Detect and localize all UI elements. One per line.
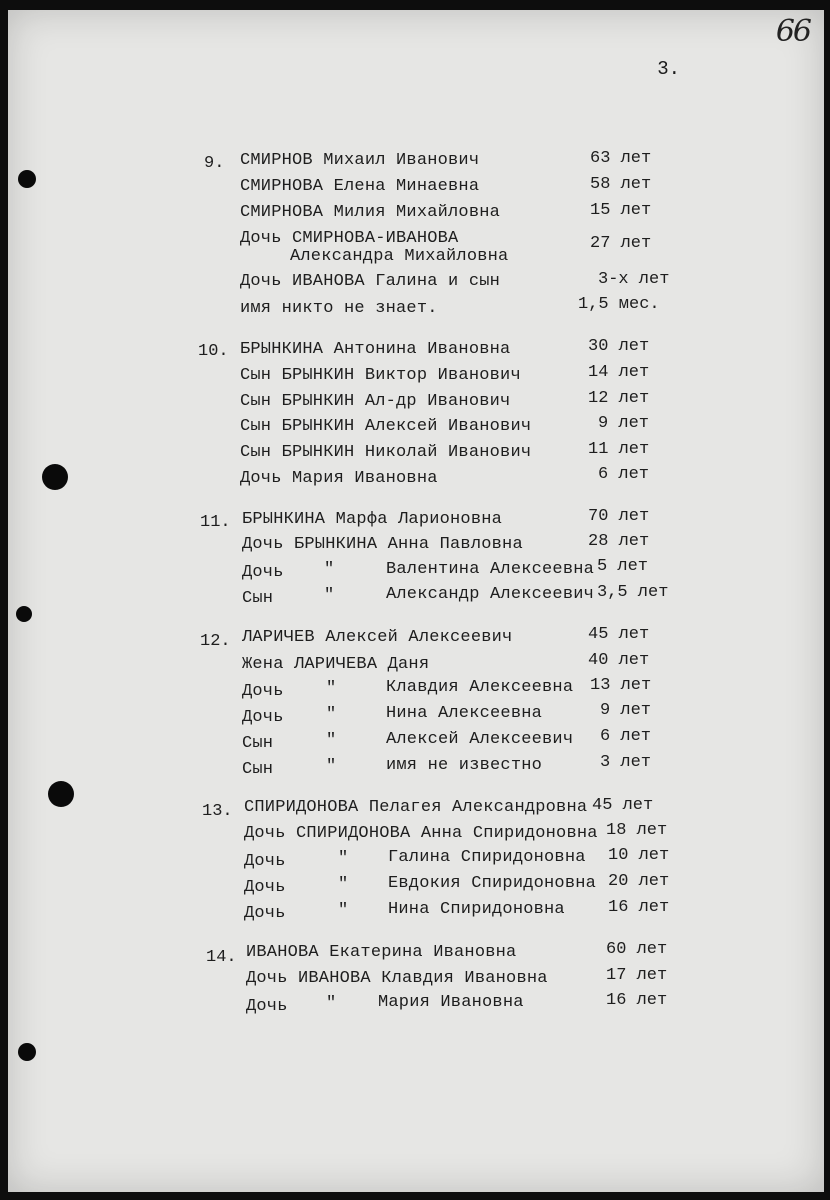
age-value: 70 лет <box>588 507 650 526</box>
list-item: Мария Ивановна <box>378 993 524 1012</box>
group-number: 12. <box>200 632 231 651</box>
age-value: 5 лет <box>597 557 649 576</box>
age-value: 13 лет <box>590 676 652 695</box>
list-item: имя не известно <box>386 756 543 775</box>
punch-hole <box>16 606 32 622</box>
ditto-mark: " <box>338 901 349 920</box>
age-value: 63 лет <box>590 149 652 168</box>
list-item: Дочь ИВАНОВА Клавдия Ивановна <box>246 969 548 988</box>
punch-hole <box>18 170 36 188</box>
ditto-mark: " <box>326 757 337 776</box>
list-item: Алексей Алексеевич <box>386 730 574 749</box>
relation-label: Дочь <box>242 708 284 727</box>
list-item: Нина Алексеевна <box>386 704 543 723</box>
group-number: 14. <box>206 948 237 967</box>
list-item: СМИРНОВ Михаил Иванович <box>240 151 480 170</box>
ditto-mark: " <box>324 560 335 579</box>
age-value: 14 лет <box>588 363 650 382</box>
age-value: 28 лет <box>588 532 650 551</box>
list-item: Дочь СМИРНОВА-ИВАНОВА <box>240 229 459 248</box>
relation-label: Сын <box>242 589 274 608</box>
list-item: БРЫНКИНА Антонина Ивановна <box>240 340 511 359</box>
age-value: 3-х лет <box>598 270 670 289</box>
relation-label: Дочь <box>242 563 284 582</box>
relation-label: Дочь <box>244 878 286 897</box>
list-item: БРЫНКИНА Марфа Ларионовна <box>242 510 503 529</box>
age-value: 10 лет <box>608 846 670 865</box>
punch-hole <box>42 464 68 490</box>
list-item: Валентина Алексеевна <box>386 560 595 579</box>
relation-label: Дочь <box>246 997 288 1016</box>
list-item: СМИРНОВА Елена Минаевна <box>240 177 480 196</box>
relation-label: Сын <box>242 760 274 779</box>
list-item-continuation: Александра Михайловна <box>290 247 509 266</box>
list-item: Сын БРЫНКИН Виктор Иванович <box>240 366 521 385</box>
list-item: Галина Спиридоновна <box>388 848 586 867</box>
age-value: 27 лет <box>590 234 652 253</box>
age-value: 17 лет <box>606 966 668 985</box>
list-item: Дочь БРЫНКИНА Анна Павловна <box>242 535 523 554</box>
list-item: СМИРНОВА Милия Михайловна <box>240 203 501 222</box>
relation-label: Сын <box>242 734 274 753</box>
group-number: 10. <box>198 342 229 361</box>
list-item: СПИРИДОНОВА Пелагея Александровна <box>244 798 588 817</box>
age-value: 40 лет <box>588 651 650 670</box>
list-item: ЛАРИЧЕВ Алексей Алексеевич <box>242 628 513 647</box>
list-item: Нина Спиридоновна <box>388 900 565 919</box>
ditto-mark: " <box>326 731 337 750</box>
list-item: Жена ЛАРИЧЕВА Даня <box>242 655 430 674</box>
age-value: 3,5 лет <box>597 583 669 602</box>
age-value: 15 лет <box>590 201 652 220</box>
age-value: 6 лет <box>598 465 650 484</box>
punch-hole <box>48 781 74 807</box>
age-value: 1,5 мес. <box>578 295 660 314</box>
page-number: 3. <box>657 58 680 80</box>
list-item: Сын БРЫНКИН Алексей Иванович <box>240 417 532 436</box>
ditto-mark: " <box>324 586 335 605</box>
age-value: 30 лет <box>588 337 650 356</box>
ditto-mark: " <box>326 705 337 724</box>
archive-page-number: 66 <box>775 14 810 49</box>
list-item: Дочь Мария Ивановна <box>240 469 438 488</box>
list-item: ИВАНОВА Екатерина Ивановна <box>246 943 517 962</box>
group-number: 9. <box>204 154 225 173</box>
age-value: 9 лет <box>600 701 652 720</box>
punch-hole <box>18 1043 36 1061</box>
group-number: 13. <box>202 802 233 821</box>
list-item: Сын БРЫНКИН Николай Иванович <box>240 443 532 462</box>
list-item: Евдокия Спиридоновна <box>388 874 597 893</box>
ditto-mark: " <box>338 875 349 894</box>
ditto-mark: " <box>338 849 349 868</box>
list-item: Сын БРЫНКИН Ал-др Иванович <box>240 392 511 411</box>
relation-label: Дочь <box>244 852 286 871</box>
ditto-mark: " <box>326 994 337 1013</box>
age-value: 45 лет <box>588 625 650 644</box>
age-value: 9 лет <box>598 414 650 433</box>
relation-label: Дочь <box>244 904 286 923</box>
age-value: 18 лет <box>606 821 668 840</box>
age-value: 20 лет <box>608 872 670 891</box>
age-value: 11 лет <box>588 440 650 459</box>
list-item: имя никто не знает. <box>240 299 438 318</box>
age-value: 16 лет <box>608 898 670 917</box>
age-value: 3 лет <box>600 753 652 772</box>
age-value: 16 лет <box>606 991 668 1010</box>
group-number: 11. <box>200 513 231 532</box>
relation-label: Дочь <box>242 682 284 701</box>
list-item: Клавдия Алексеевна <box>386 678 574 697</box>
list-item: Александр Алексеевич <box>386 585 595 604</box>
age-value: 58 лет <box>590 175 652 194</box>
list-item: Дочь СПИРИДОНОВА Анна Спиридоновна <box>244 824 598 843</box>
age-value: 6 лет <box>600 727 652 746</box>
ditto-mark: " <box>326 679 337 698</box>
age-value: 60 лет <box>606 940 668 959</box>
age-value: 12 лет <box>588 389 650 408</box>
age-value: 45 лет <box>592 796 654 815</box>
list-item: Дочь ИВАНОВА Галина и сын <box>240 272 501 291</box>
